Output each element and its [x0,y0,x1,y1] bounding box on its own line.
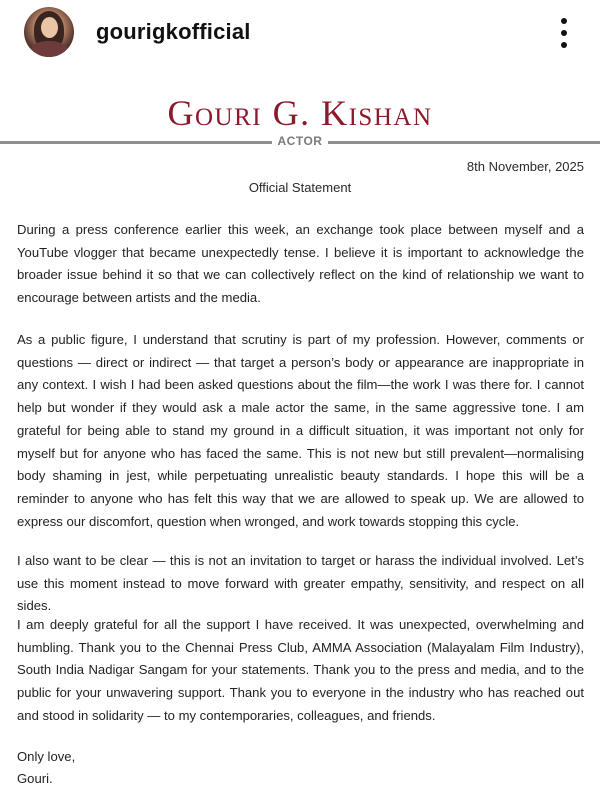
letterhead-rule-right [328,141,600,144]
letterhead-rule-left [0,141,272,144]
avatar-body-shape [30,41,68,57]
avatar-face-shape [41,17,58,38]
statement-title: Official Statement [248,180,352,195]
letterhead-role: ACTOR [277,134,323,148]
profile-avatar[interactable] [24,7,74,57]
ellipsis-dot [561,42,567,48]
ellipsis-dot [561,18,567,24]
letterhead-name: Gouri G. Kishan [167,93,433,133]
paragraph-4: I am deeply grateful for all the support I have received. It was unexpected, overwhelming and humbling. Thank you to the Chennai Press Club, AMMA Association (Malayalam Film Industry), South India Nadigar Sangam for your statements. Thank you to the press and media, and to the public for your unwavering support. Thank you to everyone in the industry who has reached out and stood in solidarity — to my contemporaries, colleagues, and friends. [17,617,584,723]
closing-line: Only love, [17,749,76,764]
statement-date: 8th November, 2025 [466,159,584,174]
more-options-icon[interactable] [556,18,572,48]
paragraph-1: During a press conference earlier this week, an exchange took place between myself and a YouTube vlogger that became unexpectedly tense. I believe it is important to acknowledge the broader issue behind it so that we can collectively reflect on the kind of relationship we want to encourage between artists and the media. [17,222,584,306]
username-link[interactable]: gourigkofficial [96,19,251,44]
signature: Gouri. [17,771,53,786]
paragraph-3: I also want to be clear — this is not an invitation to target or harass the individual involved. Let’s use this moment instead to move forward with greater empathy, sensitivity, and respect on all sides. [17,553,584,614]
paragraph-2: As a public figure, I understand that scrutiny is part of my profession. However, comments or questions — direct or indirect — that target a person’s body or appearance are inappropriate in any context. I wish I had been asked questions about the film—the work I was there for. I cannot help but wonder if they would ask a male actor the same, in the same aggressive tone. I am grateful for being able to stand my ground in a difficult situation, it was important not only for myself but for anyone who has faced the same. This is not new but still prevalent—normalising body shaming in jest, while perpetuating unrealistic beauty standards. I hope this will be a reminder to anyone who has felt this way that we are allowed to speak up. We are allowed to express our discomfort, question when wronged, and work towards stopping this cycle. [17,332,584,529]
ellipsis-dot [561,30,567,36]
post-header [0,0,600,64]
